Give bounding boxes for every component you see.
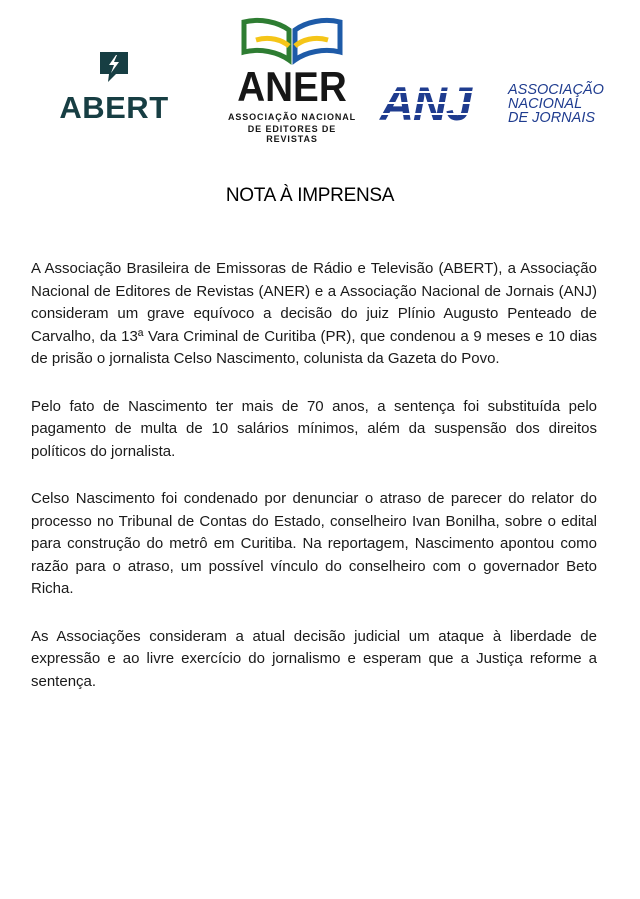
- header-logos: [0, 0, 640, 144]
- abert-logo: [44, 50, 184, 130]
- aner-subtitle-line1: ASSOCIAÇÃO NACIONAL: [227, 112, 357, 122]
- speech-bolt-icon: [97, 50, 131, 84]
- document-title: NOTA À IMPRENSA: [225, 185, 395, 206]
- aner-subtitle-line2: DE EDITORES DE REVISTAS: [247, 124, 337, 144]
- paragraph-2: Pelo fato de Nascimento ter mais de 70 anos, a sentença foi substituída pelo pagamento de multa de 10 salários mínimos, além da suspensão dos direitos políticos do jornalista.: [31, 397, 597, 460]
- anj-speed-lines: [380, 77, 510, 130]
- document-body: [31, 258, 597, 718]
- anj-tagline-line2: NACIONAL: [508, 96, 583, 112]
- aner-logo: [226, 14, 358, 144]
- abert-wordmark: ABERT: [59, 90, 169, 125]
- anj-wordmark: ANJ: [380, 77, 472, 130]
- paragraph-4: As Associações consideram a atual decisão judicial um ataque à liberdade de expressão e ao livre exercício do jornalismo e esperam que a Justiça reforme a sentença.: [31, 627, 597, 690]
- anj-tagline-line3: DE JORNAIS: [508, 110, 596, 126]
- paragraph-3: Celso Nascimento foi condenado por denunciar o atraso de parecer do relator do processo no Tribunal de Contas do Estado, conselheiro Ivan Bonilha, sobre o edital para construção do metrô em Curitiba. Na reportagem, Nascimento apontou como razão para o atraso, um possível vínculo do conselheiro com o governador Beto Richa.: [31, 490, 597, 597]
- paragraph-1: A Associação Brasileira de Emissoras de Rádio e Televisão (ABERT), a Associação Nacional de Editores de Revistas (ANER) e a Associação Nacional de Jornais (ANJ) consideram um grave equívoco a decisão do juiz Plínio Augusto Penteado de Carvalho, da 13ª Vara Criminal de Curitiba (PR), que condenou a 9 meses e 10 dias de prisão o jornalista Celso Nascimento, colunista da Gazeta do Povo.: [31, 260, 597, 367]
- anj-tagline-line1: ASSOCIAÇÃO: [508, 82, 604, 98]
- anj-logo: [380, 77, 610, 130]
- open-book-icon: [236, 14, 348, 68]
- aner-wordmark: ANER: [237, 63, 347, 110]
